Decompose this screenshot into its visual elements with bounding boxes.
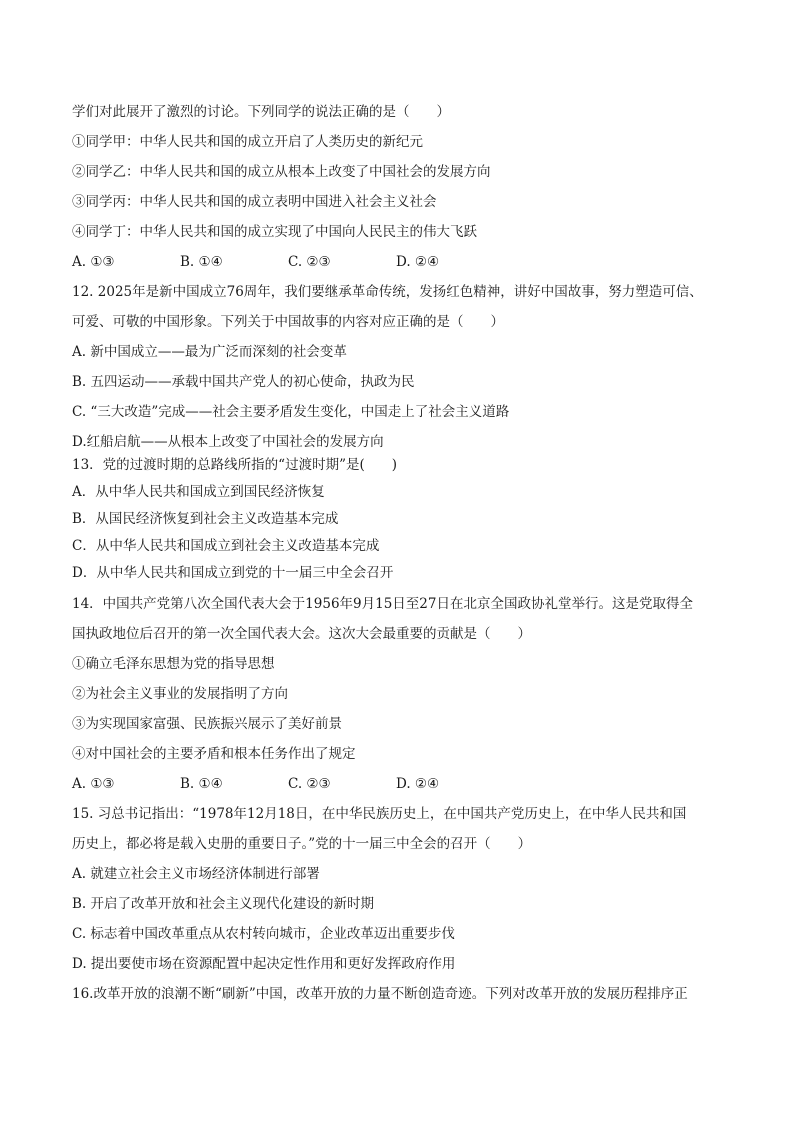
- q11-statement-1: ①同学甲：中华人民共和国的成立开启了人类历史的新纪元: [72, 134, 423, 150]
- q12-stem-line-1: 12. 2025年是新中国成立76周年，我们要继承革命传统，发扬红色精神，讲好中国故事，努力塑造可信、: [72, 284, 703, 300]
- q14-stem-line-1: 14．中国共产党第八次全国代表大会于1956年9月15日至27日在北京全国政协礼堂举行。这是党取得全: [72, 596, 693, 612]
- q15-option-c: C. 标志着中国改革重点从农村转向城市，企业改革迈出重要步伐: [72, 926, 455, 942]
- q14-option-a: A. ①③: [72, 776, 115, 792]
- q14-option-d: D. ②④: [396, 776, 440, 792]
- q14-option-b: B. ①④: [180, 776, 223, 792]
- q11-option-b: B. ①④: [180, 254, 223, 270]
- q13-option-b: B．从国民经济恢复到社会主义改造基本完成: [72, 511, 339, 527]
- q14-stem-line-2: 国执政地位后召开的第一次全国代表大会。这次大会最重要的贡献是（ ）: [72, 626, 531, 642]
- q16-stem-line-1: 16.改革开放的浪潮不断“刷新”中国，改革开放的力量不断创造奇迹。下列对改革开放的发展历程排序正: [72, 986, 688, 1002]
- q12-option-c: C. “三大改造”完成——社会主要矛盾发生变化，中国走上了社会主义道路: [72, 404, 510, 420]
- q11-option-a: A. ①③: [72, 254, 115, 270]
- q12-option-d: D.红船启航——从根本上改变了中国社会的发展方向: [72, 434, 384, 450]
- q15-stem-line-1: 15. 习总书记指出：“1978年12月18日，在中华民族历史上，在中国共产党历史上，在中华人民共和国: [72, 806, 687, 822]
- q11-statement-2: ②同学乙：中华人民共和国的成立从根本上改变了中国社会的发展方向: [72, 164, 491, 180]
- q11-options: [72, 253, 504, 271]
- q15-option-b: B. 开启了改革开放和社会主义现代化建设的新时期: [72, 896, 375, 912]
- q13-option-d: D．从中华人民共和国成立到党的十一届三中全会召开: [72, 565, 394, 581]
- q14-option-c: C. ②③: [288, 776, 331, 792]
- q15-option-a: A. 就建立社会主义市场经济体制进行部署: [72, 866, 320, 882]
- q11-stem-line: 学们对此展开了激烈的讨论。下列同学的说法正确的是（ ）: [72, 104, 450, 120]
- q14-options: [72, 775, 504, 793]
- q13-stem: 13．党的过渡时期的总路线所指的“过渡时期”是( ): [72, 457, 398, 473]
- q14-statement-1: ①确立毛泽东思想为党的指导思想: [72, 656, 275, 672]
- q13-option-a: A．从中华人民共和国成立到国民经济恢复: [72, 484, 325, 500]
- q14-statement-4: ④对中国社会的主要矛盾和根本任务作出了规定: [72, 746, 356, 762]
- q12-option-a: A. 新中国成立——最为广泛而深刻的社会变革: [72, 344, 347, 360]
- q12-option-b: B. 五四运动——承载中国共产党人的初心使命，执政为民: [72, 374, 415, 390]
- q11-option-c: C. ②③: [288, 254, 331, 270]
- q11-option-d: D. ②④: [396, 254, 440, 270]
- q11-statement-4: ④同学丁：中华人民共和国的成立实现了中国向人民民主的伟大飞跃: [72, 224, 477, 240]
- q11-statement-3: ③同学丙：中华人民共和国的成立表明中国进入社会主义社会: [72, 194, 437, 210]
- q13-option-c: C．从中华人民共和国成立到社会主义改造基本完成: [72, 538, 380, 554]
- q15-stem-line-2: 历史上，都必将是载入史册的重要日子。”党的十一届三中全会的召开（ ）: [72, 836, 532, 852]
- q15-option-d: D. 提出要使市场在资源配置中起决定性作用和更好发挥政府作用: [72, 956, 456, 972]
- q14-statement-3: ③为实现国家富强、民族振兴展示了美好前景: [72, 716, 342, 732]
- q12-stem-line-2: 可爱、可敬的中国形象。下列关于中国故事的内容对应正确的是（ ）: [72, 314, 504, 330]
- q14-statement-2: ②为社会主义事业的发展指明了方向: [72, 686, 288, 702]
